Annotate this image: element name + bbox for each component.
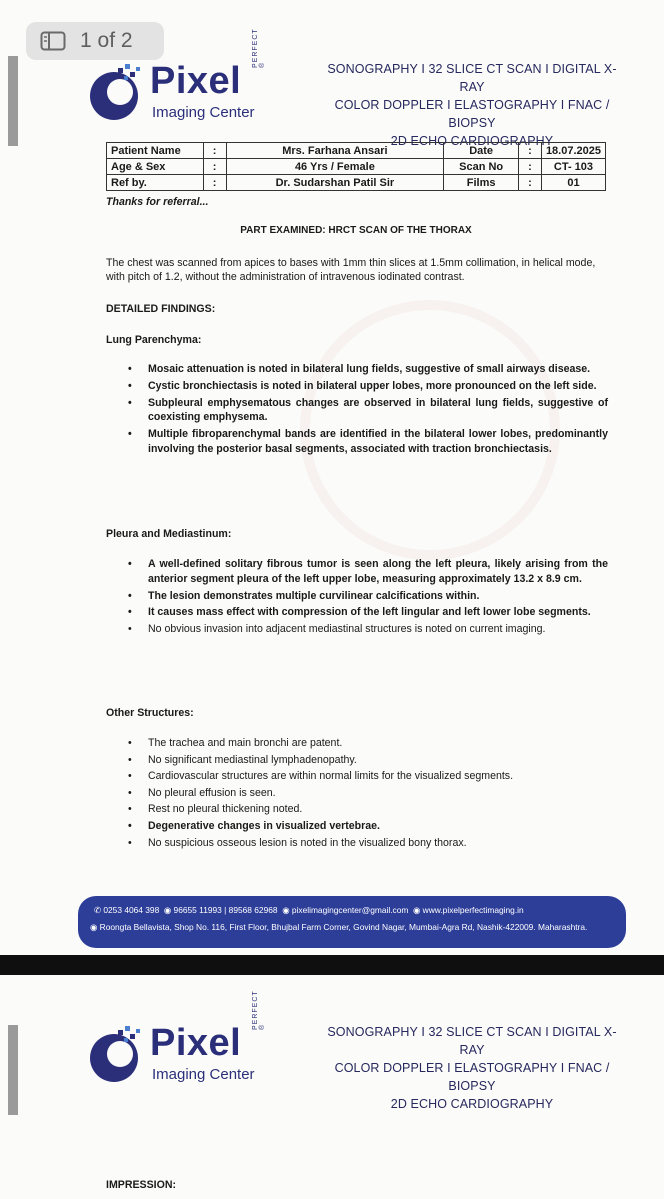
email-icon: ◉ (282, 905, 290, 915)
contact-footer (78, 896, 626, 948)
list-item: • Degenerative changes in visualized vertebrae. (128, 819, 608, 834)
list-item: • Cystic bronchiectasis is noted in bilateral upper lobes, more pronounced on the left side. (128, 379, 608, 394)
whatsapp-icon: ◉ (163, 905, 172, 915)
patient-name-label: Patient Name (107, 143, 204, 159)
colon: : (518, 143, 541, 159)
age-sex-label: Age & Sex (107, 159, 204, 175)
list-item: • The trachea and main bronchi are patent. (128, 736, 608, 751)
page-indicator-text: 1 of 2 (80, 29, 133, 52)
list-item: • Cardiovascular structures are within normal limits for the visualized segments. (128, 769, 608, 784)
page-edge-shadow (8, 56, 18, 146)
list-item: • Multiple fibroparenchymal bands are identified in the bilateral lower lobes, predominantly involving the posterior basal segments, associated with traction bronchiectasis. (128, 427, 608, 457)
impression-heading: IMPRESSION: (106, 1179, 177, 1191)
brand-name: Pixel (150, 60, 242, 102)
colon: : (203, 159, 226, 175)
other-heading: Other Structures: (106, 707, 194, 719)
films-value: 01 (541, 175, 605, 191)
services-list (322, 60, 622, 150)
thanks-note: Thanks for referral... (106, 196, 209, 208)
web-icon: ◉ (413, 905, 421, 915)
scan-no-value: CT- 103 (541, 159, 605, 175)
brand-name: Pixel (150, 1022, 242, 1064)
list-item: • Subpleural emphysematous changes are observed in bilateral lung fields, suggestive of coexisting emphysema. (128, 396, 608, 426)
findings-heading: DETAILED FINDINGS: (106, 303, 216, 315)
ref-by-value: Dr. Sudarshan Patil Sir (226, 175, 444, 191)
colon: : (203, 143, 226, 159)
list-item: • Mosaic attenuation is noted in bilateral lung fields, suggestive of small airways disease. (128, 362, 608, 377)
other-findings-list (128, 736, 608, 852)
films-label: Films (444, 175, 519, 191)
services-line-1: SONOGRAPHY I 32 SLICE CT SCAN I DIGITAL X-RAY (327, 62, 617, 94)
footer-phone-1: 0253 4064 398 (103, 905, 160, 915)
brand-subtitle: Imaging Center (152, 104, 255, 121)
list-item: • It causes mass effect with compression of the left lingular and left lower lobe segments. (128, 605, 608, 620)
list-item: • Rest no pleural thickening noted. (128, 802, 608, 817)
logo-icon (84, 1026, 150, 1086)
list-item: • No obvious invasion into adjacent mediastinal structures is noted on current imaging. (128, 622, 608, 637)
list-item: • No pleural effusion is seen. (128, 786, 608, 801)
list-item: • A well-defined solitary fibrous tumor is seen along the left pleura, likely arising from the anterior segment pleura of the left upper lobe, measuring approximately 13.2 x 8.9 cm. (128, 557, 608, 587)
brand-subtitle: Imaging Center (152, 1066, 255, 1083)
list-item: • The lesion demonstrates multiple curvilinear calcifications within. (128, 589, 608, 604)
technique-paragraph: The chest was scanned from apices to bases with 1mm thin slices at 1.5mm collimation, in helical mode, with pitch of 1.2, without the administration of intravenous iodinated contrast. (106, 257, 596, 283)
footer-web: www.pixelperfectimaging.in (422, 905, 524, 915)
page-indicator[interactable] (26, 22, 164, 60)
date-label: Date (444, 143, 519, 159)
services-line-3: 2D ECHO CARDIOGRAPHY (390, 1097, 554, 1111)
ref-by-label: Ref by. (107, 175, 204, 191)
logo-icon (84, 64, 150, 124)
brand-tag: PERFECT ® (252, 28, 266, 68)
services-list-page-2 (322, 1023, 622, 1113)
footer-phone-2: 96655 11993 | 89568 62968 (173, 905, 278, 915)
footer-contact-row (94, 905, 524, 915)
report-page-2 (0, 975, 664, 1199)
footer-email: pixelimagingcenter@gmail.com (291, 905, 409, 915)
list-item: • No significant mediastinal lymphadenopathy. (128, 753, 608, 768)
brand-tag: PERFECT ® (252, 990, 266, 1030)
services-line-3: 2D ECHO CARDIOGRAPHY (390, 134, 554, 148)
part-examined: PART EXAMINED: HRCT SCAN OF THE THORAX (240, 225, 472, 236)
patient-info-table (106, 142, 606, 191)
pixel-logo-page-2 (84, 990, 284, 1096)
pleura-heading: Pleura and Mediastinum: (106, 528, 232, 540)
lung-findings-list (128, 362, 608, 459)
footer-address-row (90, 922, 587, 932)
colon: : (518, 159, 541, 175)
services-line-2: COLOR DOPPLER I ELASTOGRAPHY I FNAC / BIOPSY (334, 1061, 610, 1093)
lung-heading: Lung Parenchyma: (106, 334, 202, 346)
services-line-1: SONOGRAPHY I 32 SLICE CT SCAN I DIGITAL X-RAY (327, 1025, 617, 1057)
age-sex-value: 46 Yrs / Female (226, 159, 444, 175)
scan-no-label: Scan No (444, 159, 519, 175)
services-line-2: COLOR DOPPLER I ELASTOGRAPHY I FNAC / BIOPSY (334, 98, 610, 130)
colon: : (203, 175, 226, 191)
patient-name-value: Mrs. Farhana Ansari (226, 143, 444, 159)
page-separator (0, 955, 664, 975)
footer-address: Roongta Bellavista, Shop No. 116, First Floor, Bhujbal Farm Corner, Govind Nagar, Mumbai-Agra Rd, Nashik-422009. Maharashtra. (99, 922, 588, 932)
phone-icon: ✆ (94, 905, 102, 915)
page-edge-shadow (8, 1025, 18, 1115)
pleura-findings-list (128, 557, 608, 639)
location-icon: ◉ (90, 922, 98, 932)
list-item: • No suspicious osseous lesion is noted in the visualized bony thorax. (128, 836, 608, 851)
page-thumbnail-icon (40, 31, 66, 51)
date-value: 18.07.2025 (541, 143, 605, 159)
colon: : (518, 175, 541, 191)
